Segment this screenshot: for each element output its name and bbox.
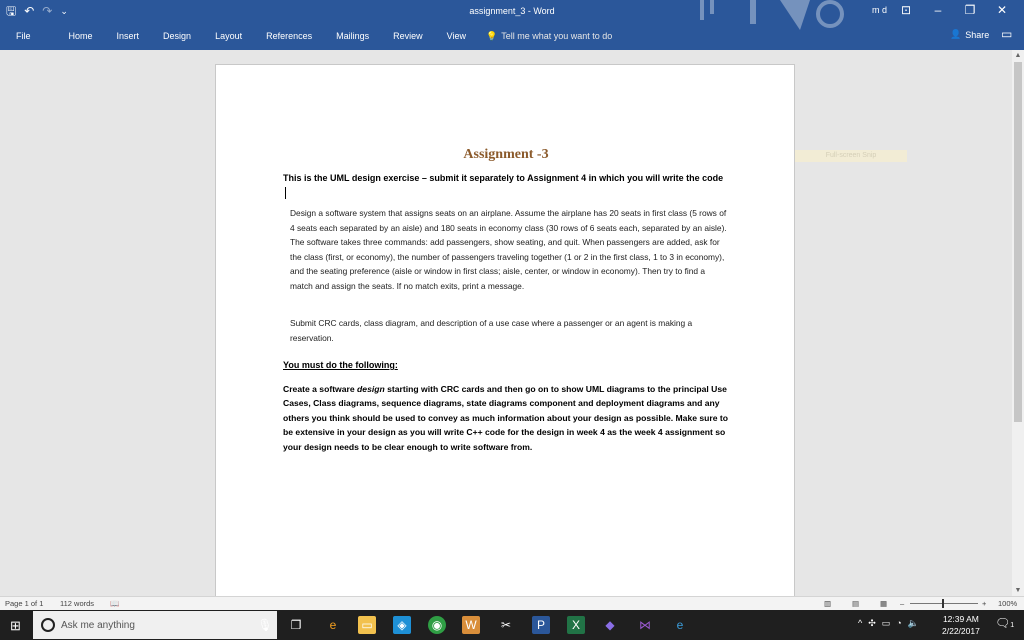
windows-start-icon[interactable]: ⊞ — [10, 618, 21, 633]
tab-home[interactable]: Home — [68, 31, 93, 41]
zoom-slider[interactable] — [910, 603, 978, 604]
search-placeholder: Ask me anything — [61, 619, 135, 631]
vertical-scrollbar[interactable] — [1012, 50, 1024, 596]
action-center-icon[interactable]: 🗨1 — [995, 616, 1015, 630]
tab-insert[interactable]: Insert — [116, 31, 140, 41]
web-layout-icon[interactable]: ▦ — [880, 599, 888, 608]
cortana-icon — [41, 618, 55, 632]
text-cursor — [285, 187, 286, 199]
visual-studio-icon[interactable]: ⋈ — [639, 618, 651, 632]
window-controls — [890, 2, 1018, 18]
status-bar — [0, 596, 1024, 610]
instructions-emphasis: design — [357, 384, 385, 394]
store-icon[interactable]: ◈ — [393, 616, 411, 634]
notification-count: 1 — [1010, 622, 1015, 629]
file-explorer-icon[interactable]: ▭ — [358, 616, 376, 634]
zoom-in-icon[interactable]: + — [982, 599, 987, 608]
instructions-start: Create a software — [283, 384, 358, 394]
ribbon-tabs — [0, 28, 612, 44]
chrome-icon[interactable]: ◉ — [428, 616, 446, 634]
window-title: assignment_3 - Word — [469, 6, 555, 16]
tab-references[interactable]: References — [266, 31, 313, 41]
cortana-search-box[interactable] — [33, 611, 277, 639]
you-must-heading: You must do the following: — [283, 360, 398, 370]
instructions-rest: starting with CRC cards and then go on to show UML diagrams to the principal Use Cases, Class diagrams, sequence diagrams, state diagrams component and deployment diagrams and any others you think should be used to convey as much information about your design as possible. Make sure to be extensive in your design as you will write C++ code for the design in week 4 as the week 4 assignment so your design needs to be clear enough to write software from. — [283, 384, 729, 452]
clock[interactable] — [942, 613, 980, 637]
person-icon: 👤 — [950, 29, 962, 39]
page-count[interactable]: Page 1 of 1 — [5, 599, 44, 608]
lightbulb-icon: 💡 — [486, 30, 498, 41]
ribbon-display-options-icon[interactable]: ⊡ — [900, 3, 912, 17]
zoom-level[interactable]: 100% — [998, 599, 1018, 608]
document-page[interactable] — [215, 64, 795, 604]
minimize-icon[interactable]: – — [934, 3, 942, 17]
edge-icon[interactable]: e — [329, 618, 337, 632]
tab-design[interactable]: Design — [163, 31, 192, 41]
excel-icon[interactable]: X — [567, 616, 585, 634]
zoom-slider-thumb[interactable] — [942, 599, 944, 608]
scroll-down-icon[interactable]: ▼ — [1014, 587, 1022, 594]
clock-date: 2/22/2017 — [942, 626, 980, 636]
document-canvas — [0, 50, 1012, 596]
dropbox-icon[interactable]: ✣ — [868, 618, 876, 628]
share-button[interactable] — [950, 29, 989, 40]
redo-icon[interactable]: ↷ — [42, 4, 53, 18]
save-icon[interactable]: 🖫 — [6, 4, 17, 18]
tab-layout[interactable]: Layout — [215, 31, 243, 41]
user-account[interactable]: m d — [872, 5, 888, 15]
word-icon[interactable]: W — [462, 616, 480, 634]
tab-review[interactable]: Review — [393, 31, 423, 41]
app-diamond-icon[interactable]: ◆ — [605, 618, 615, 632]
battery-icon[interactable]: ▭ — [881, 618, 891, 628]
proofing-icon[interactable]: 📖 — [110, 599, 120, 608]
project-icon[interactable]: P — [532, 616, 550, 634]
internet-explorer-icon[interactable]: e — [676, 618, 684, 632]
volume-icon[interactable]: 🔈 — [907, 618, 919, 628]
title-bar — [0, 0, 1024, 50]
microphone-icon[interactable]: 🎙 — [257, 618, 273, 632]
tell-me-text: Tell me what you want to do — [501, 31, 613, 41]
close-icon[interactable]: ✕ — [996, 3, 1008, 17]
paragraph-submit: Submit CRC cards, class diagram, and description of a use case where a passenger or an agent is making a reservation. — [290, 318, 693, 343]
system-tray — [858, 618, 919, 629]
snip-ghost-label: Full-screen Snip — [795, 150, 907, 162]
customize-qat-icon[interactable]: ⌄ — [60, 6, 68, 16]
word-count[interactable]: 112 words — [60, 599, 95, 608]
page-title: Assignment -3 — [463, 147, 549, 162]
snipping-tool-icon[interactable]: ✂ — [500, 618, 512, 632]
clock-time: 12:39 AM — [942, 614, 979, 624]
wifi-icon[interactable]: ◔ — [896, 618, 902, 628]
tray-up-arrow-icon[interactable]: ^ — [858, 618, 863, 628]
task-view-icon[interactable]: ❐ — [290, 618, 302, 632]
comments-icon[interactable]: ▭ — [1001, 27, 1013, 41]
paragraph-seat-system: Design a software system that assigns seats on an airplane. Assume the airplane has 20 seats in first class (5 rows of 4 seats each separated by an aisle) and 180 seats in economy class (30 rows of 6 seats each, separated by an aisle). The software takes three commands: add passengers, show seating, and quit. When passengers are added, ask for the class (first, or economy), the number of passengers traveling together (1 or 2 in the first class, 1 to 3 in economy), and the seating preference (aisle or window in first class; aisle, center, or window in economy). Then try to find a match and assign the seats. If no match exits, print a message. — [290, 208, 727, 291]
share-label: Share — [965, 29, 990, 40]
tab-mailings[interactable]: Mailings — [336, 31, 370, 41]
undo-icon[interactable]: ↶ — [24, 4, 35, 18]
read-mode-icon[interactable]: ▥ — [824, 599, 832, 608]
scroll-up-icon[interactable]: ▲ — [1014, 52, 1022, 59]
scrollbar-thumb[interactable] — [1014, 62, 1022, 422]
print-layout-icon[interactable]: ▤ — [852, 599, 860, 608]
taskbar — [0, 610, 1024, 640]
intro-line: This is the UML design exercise – submit it separately to Assignment 4 in which you will write the code — [283, 173, 724, 183]
tell-me-box[interactable] — [486, 31, 612, 42]
zoom-out-icon[interactable]: – — [900, 599, 905, 608]
restore-icon[interactable]: ❐ — [964, 3, 976, 17]
tab-file[interactable]: File — [16, 31, 31, 41]
tab-view[interactable]: View — [446, 31, 467, 41]
instructions-paragraph — [283, 382, 733, 454]
